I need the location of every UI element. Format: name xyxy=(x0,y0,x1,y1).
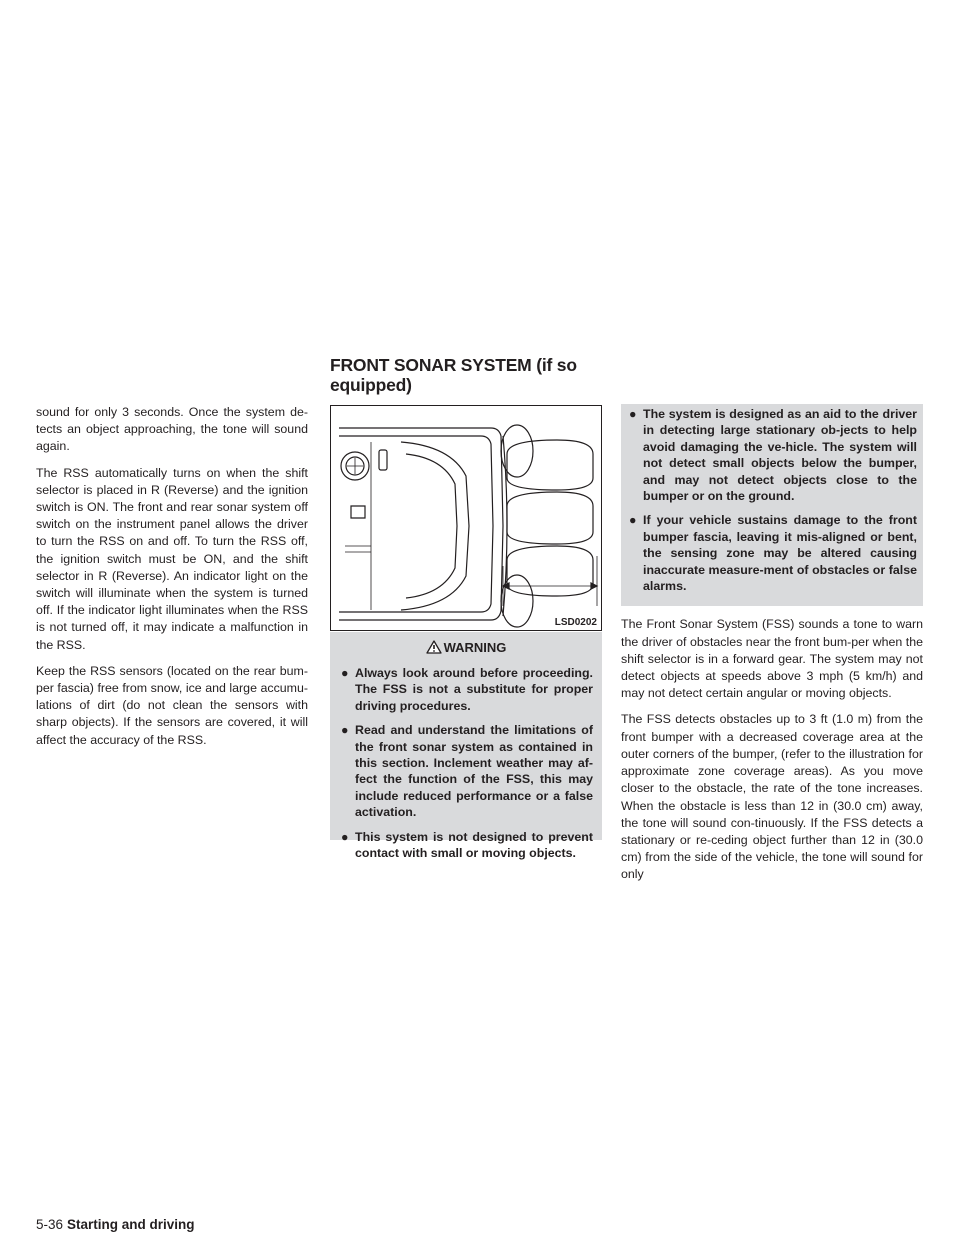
bullet-icon: ● xyxy=(341,723,349,738)
section-heading-line: equipped) xyxy=(330,375,412,395)
warning-item xyxy=(339,829,593,862)
warning-list-continued xyxy=(627,406,917,594)
warning-item xyxy=(339,722,593,820)
paragraph: The Front Sonar System (FSS) sounds a tone to warn the driver of obstacles near the front bum-per when the shift selector is in a forward gear. The system may not detect objects at speeds above 3 mph (5 km/h) and may not detect certain angular or moving objects. xyxy=(621,617,923,701)
chapter-title: Starting and driving xyxy=(67,1217,195,1232)
section-heading xyxy=(330,355,630,395)
warning-icon xyxy=(426,640,442,654)
warning-list xyxy=(339,665,593,861)
warning-item-text: This system is not designed to prevent contact with small or moving objects. xyxy=(355,829,593,861)
paragraph: The FSS detects obstacles up to 3 ft (1.0 m) from the front bumper with a decreased coverage area at the outer corners of the bumper, (refer to the illustration for approximate zone coverage areas). As you move closer to the obstacle, the rate of the tone increases. When the obstacle is less than 12 in (30.0 cm) away, the tone will sound con-tinuously. If the FSS detects a stationary or re-ceding object further than 12 in (30.0 cm) from the side of the vehicle, the tone will sound for only xyxy=(621,712,923,882)
warning-box-continued xyxy=(621,404,923,606)
paragraph: sound for only 3 seconds. Once the system de-tects an object approaching, the tone will sound again. xyxy=(36,405,308,454)
figure-code: LSD0202 xyxy=(554,617,597,628)
page-number: 5-36 xyxy=(36,1217,64,1232)
warning-item xyxy=(627,406,917,504)
paragraph: Keep the RSS sensors (located on the rear bum-per fascia) free from snow, ice and large accumu-lations of dirt (do not clean the sensors with sharp objects). If the sensors are covered, it will affect the accuracy of the RSS. xyxy=(36,663,308,747)
warning-item xyxy=(627,512,917,594)
bullet-icon: ● xyxy=(341,666,349,680)
section-heading-line: FRONT SONAR SYSTEM (if so xyxy=(330,355,577,375)
warning-item-text: Always look around before proceeding. The FSS is not a substitute for proper driving procedures. xyxy=(355,666,593,713)
sonar-zone-illustration xyxy=(330,405,602,631)
warning-item-text: Read and understand the limitations of the front sonar system as contained in this section. Inclement weather may af-fect the function of the FSS, this may include reduced performance or a false activation. xyxy=(355,723,593,820)
right-column xyxy=(621,404,923,893)
warning-item-text: The system is designed as an aid to the driver in detecting large stationary ob-jects to help avoid damaging the ve-hicle. The system will not detect small objects below the bumper, and may not detect objects close to the bumper or on the ground. xyxy=(643,407,917,504)
vehicle-top-view-drawing xyxy=(331,406,601,630)
paragraph: The RSS automatically turns on when the shift selector is placed in R (Reverse) and the ignition switch is ON. The front and rear sonar system off switch on the instrument panel allows the driver to turn the RSS on and off. To turn the RSS off, the ignition switch must be ON, and the shift selector in R (Reverse). An indicator light on the switch will illuminate when the system is turned off. If the indicator light illuminates when the RSS is not turned off, it may indicate a malfunction in the RSS. xyxy=(36,465,308,652)
warning-item-text: If your vehicle sustains damage to the front bumper fascia, leaving it mis-aligned or bent, the sensing zone may be altered causing inaccurate measure-ment of obstacles or false alarms. xyxy=(643,513,917,594)
warning-title-text: WARNING xyxy=(443,640,507,655)
warning-item xyxy=(339,665,593,714)
bullet-icon: ● xyxy=(629,513,637,528)
bullet-icon: ● xyxy=(341,829,349,844)
left-column xyxy=(36,404,308,758)
warning-box xyxy=(330,632,602,861)
bullet-icon: ● xyxy=(629,407,637,421)
warning-title xyxy=(339,640,593,655)
page-footer xyxy=(36,1217,195,1232)
